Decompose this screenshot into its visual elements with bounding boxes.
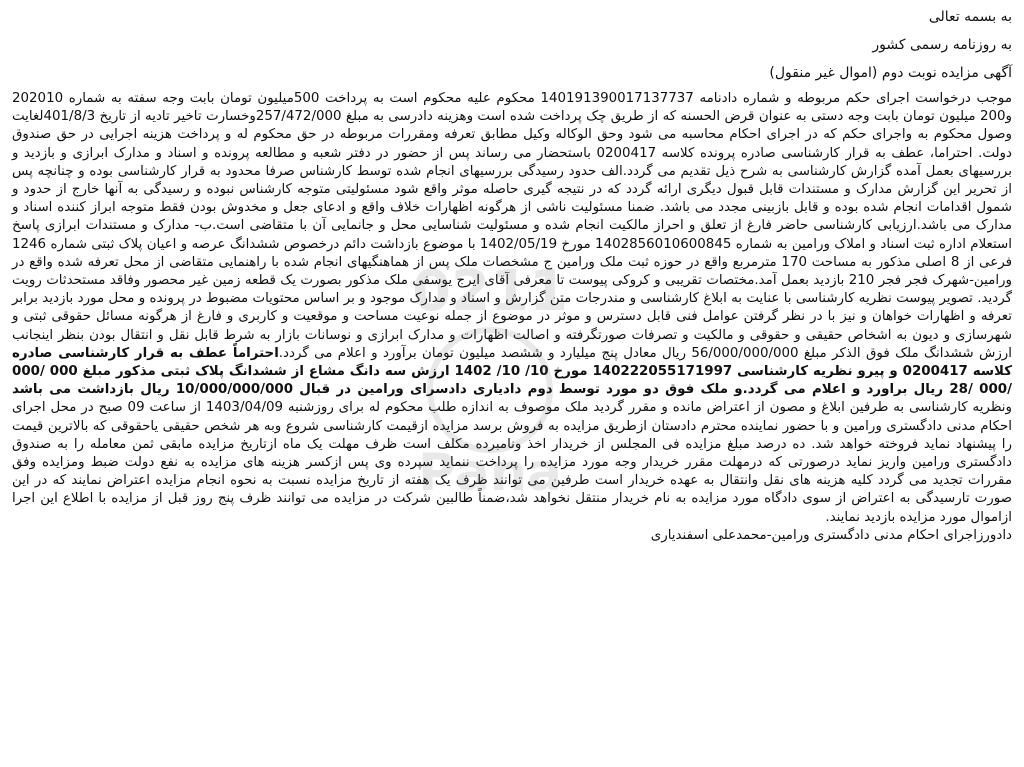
invocation-line: به بسمه تعالی — [928, 9, 1012, 25]
body-paragraph-1: موجب درخواست اجرای حکم مربوطه و شماره دادنامه 140191390017137737 محکوم علیه محکوم است به پرداخت 500میلیون تومان بابت وجه سفته به شماره 202010 و200 میلیون تومان بابت وجه دستی به عنوان قرض الحسنه که از طریق چک پرداخت شده است وهزینه دادرسی به مبلغ 257/472/000وخسارت تاخیر تادیه از تاریخ 401/8/3لغایت وصول محکوم به واجرای حکم که در اجرای احکام محاسبه می شود وحق الوکاله وکیل مطابق تعرفه ومقررات مربوطه در حق محکوم له و پرداخت هزینه اجرایی در حق صندوق دولت. احتراما، عطف به قرار کارشناسی صادره پرونده کلاسه 0200417 باستحضار می رساند پس از حضور در دفتر شعبه و مطالعه پرونده و اسناد و مدارک ابرازی و بازدید و بررسیهای بعمل آمده گزارش کارشناسی به شرح ذیل تقدیم می گردد.الف حدود رسیدگی بررسیهای انجام شده توسط کارشناس صرفا محدود به قرار کارشناسی بوده و چنانچه پس از تحریر این گزارش مدارک و مستندات قابل قبول دیگری ارائه گردد که در نتیجه گیری حاصله موثر واقع شود مسئولیتی متوجه کارشناس نبوده و رسیدگی به آنها خارج از حدود و شمول اقدامات انجام شده بوده و قابل بازبینی مجدد می باشد. ضمنا مسئولیت ناشی از هرگونه اظهارات خلاف واقع و ادعای جعل و مخدوش بودن فقط متوجه ابراز کننده اسناد و مدارک می باشد.ارزیابی کارشناسی حاضر فارغ از تعلق و احراز مالکیت انجام شده و مسئولیت شناسایی محل و جانمایی آن با متقاضی است.ب- مدارک و مستندات ابرازی پاسخ استعلام اداره ثبت اسناد و املاک ورامین به شماره 1402856010600845 مورخ 1402/05/19 با موضوع بازداشت دائم درخصوص ششدانگ عرصه و اعیان پلاک ثبتی شماره 1246 فرعی از 8 اصلی مذکور به مساحت 170 مترمربع واقع در حوزه ثبت ملک ورامین ج مشخصات ملک پس از هماهنگیهای انجام شده با راهنمایی متقاضی از محل تعرفه شده واقع در ورامین-شهرک فجر فجر 210 بازدید بعمل آمد.مختصات تقریبی و کروکی پیوست تا معرفی آقای ایرج یوسفی ملک مذکور بصورت یک قطعه زمین غیر محصور وفاقد مستحدثات رویت گردید. تصویر پیوست نظریه کارشناسی با عنایت به ابلاغ کارشناسی و مندرجات متن گزارش و اسناد و مدارک موجود و بر اساس محتویات مضبوط در پرونده و محل مورد بازدید برابر تعرفه و اظهارات خواهان و نیز با در نظر گرفتن عوامل فنی قابل دسترس و موثر در موضوع از جمله نوعیت مساحت و موقعیت و کاربری و فارغ از هرگونه مسائل حقوقی ثبتی و شهرسازی و دیون به اشخاص حقیقی و حقوقی و مالکیت و تصرفات صورتگرفته و اصالت اظهارات و مدارک ابرازی و نوسانات بازار به شرط قابل نقل و انتقال بودن بنظر اینجانب ارزش ششدانگ ملک فوق الذکر مبلغ 56/000/000/000 ریال معادل پنج میلیارد و ششصد میلیون تومان برآورد و اعلام می گردد. — [12, 91, 1013, 361]
watermark-text: Pana — [418, 443, 562, 503]
body-paragraph — [12, 90, 1012, 527]
signature-line: دادورزاجرای احکام مدنی دادگستری ورامین-محمدعلی اسفندیاری — [650, 527, 1012, 543]
bold-expert-opinion: احتراماً عطف به قرار کارشناسی صادره کلاسه 0200417 و پیرو نظریه کارشناسی 140222055171997 مورخ 10/ 10/ 1402 ارزش سه دانگ مشاع از ششدانگ پلاک ثبتی مذکور مبلغ 000 /000 /000 /28 ریال براورد و اعلام می گردد.و ملک فوق دو مورد توسط دوم دادیاری دادسرای ورامین در قبال 10/000/000/000 ریال بازداشت می باشد — [12, 345, 1013, 398]
notice-title: آگهی مزایده نوبت دوم (اموال غیر منقول) — [769, 65, 1012, 81]
body-paragraph-2: ونظریه کارشناسی به طرفین ابلاغ و مصون از اعتراض مانده و مقرر گردید ملک موصوف به اندازه طلب محکوم له برای روزشنبه 1403/04/09 از ساعت 09 صبح در محل اجرای احکام مدنی دادگستری ورامین و با حضور نماینده محترم دادستان ازطریق مزایده به فروش برسد مزایده ازقیمت کارشناسی شروع وبه هر شخص حقیقی یاحقوقی که بالاترین قیمت را پیشنهاد نماید فروخته خواهد شد. ده درصد مبلغ مزایده فی المجلس از خریدار اخذ ونامبرده مکلف است ظرف مهلت یک ماه ازتاریخ مزایده مابقی ثمن معامله را به صندوق دادگستری ورامین واریز نماید درصورتی که درمهلت مقرر خریدار وجه مورد مزایده را پرداخت ننماید سپرده وی پس ازکسر هزینه های مزایده به نفع دولت ضبط ومزایده وفق مقررات تجدید می گردد کلیه هزینه های نقل وانتقال به عهده خریدار است طرفین می توانند ظرف یک هفته از تاریخ مزایده نسبت به نحوه انجام مزایده اعتراض نمایند که در این صورت تارسیدگی به اعتراض از سوی دادگاه مورد مزایده به نام خریدار منتقل نخواهد شد،ضمناً طالبین شرکت در مزایده می توانند ظرف پنج روز قبل از مزایده با اطلاع این اجرا ازاموال مورد مزایده بازدید نمایند. — [12, 400, 1012, 525]
watermark-digits: 0211 — [412, 259, 568, 324]
addressee-line: به روزنامه رسمی کشور — [872, 37, 1012, 53]
notice-body — [12, 90, 1012, 527]
